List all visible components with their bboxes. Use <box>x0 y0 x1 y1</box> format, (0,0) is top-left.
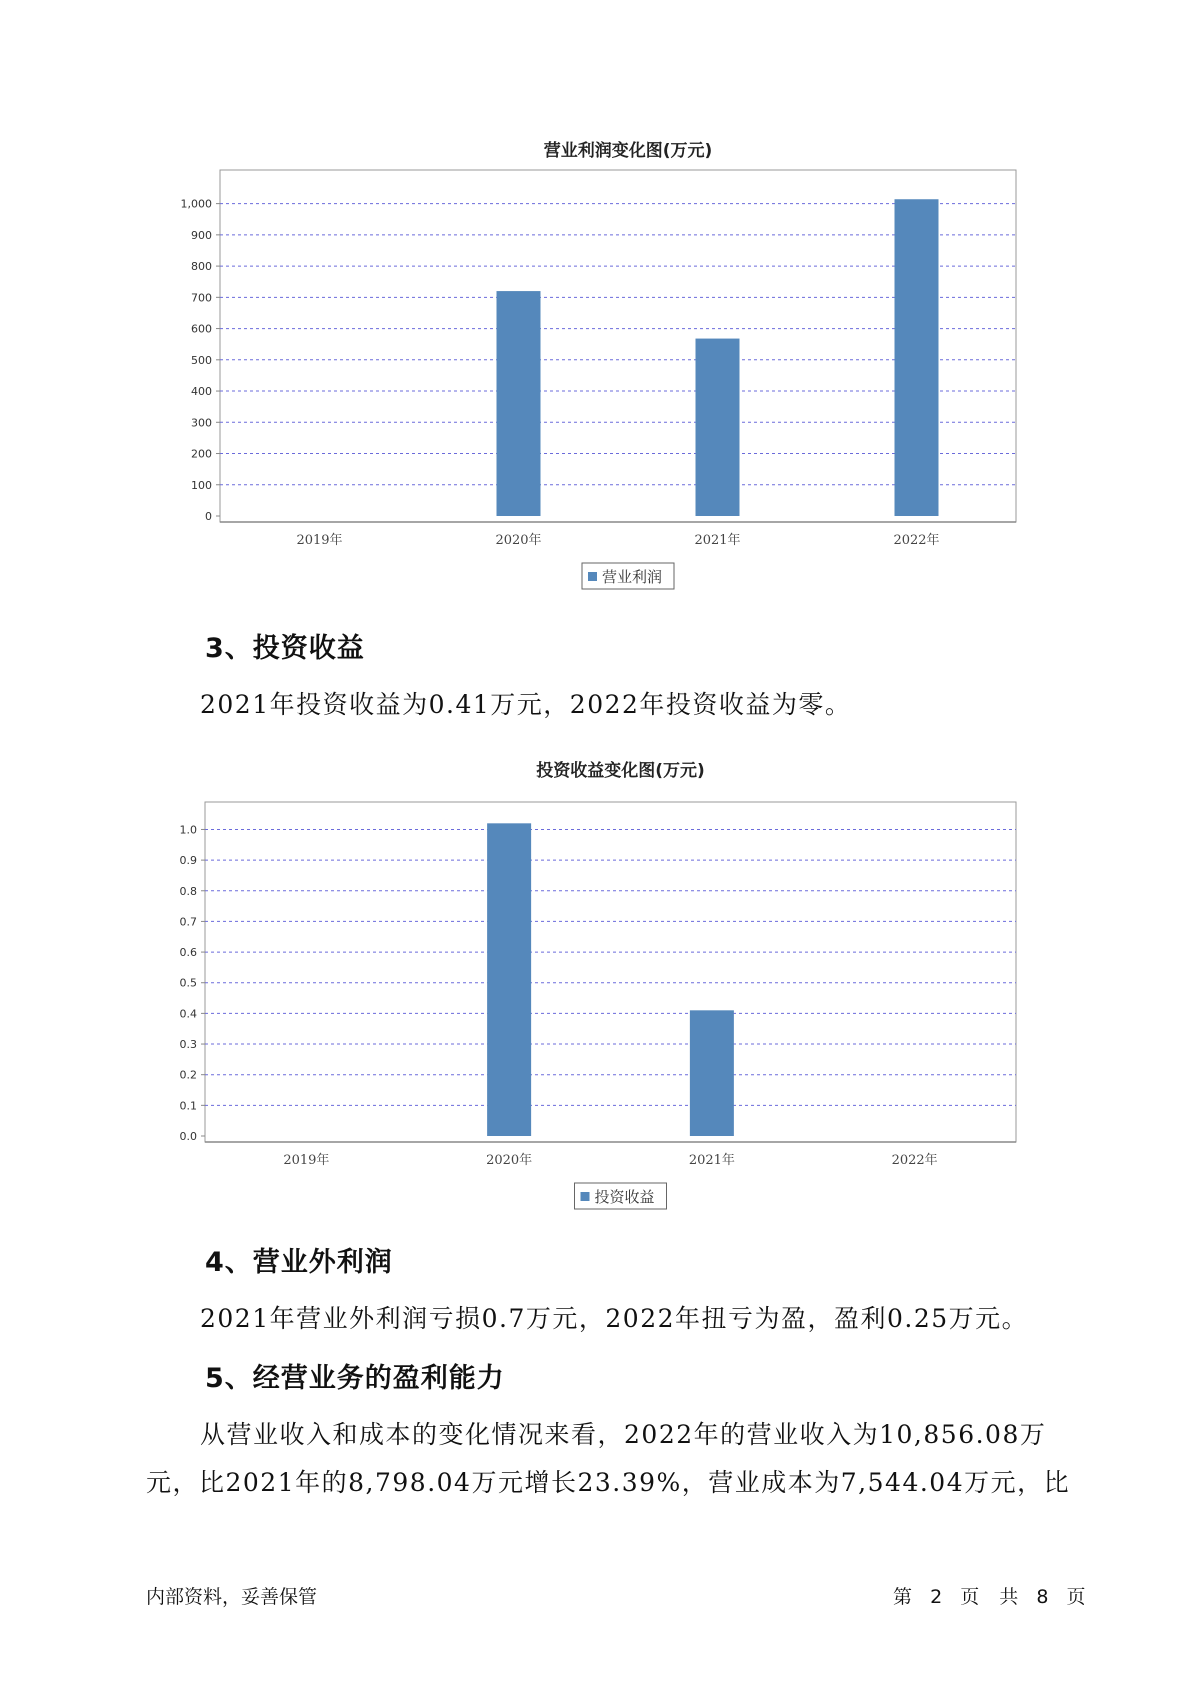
y-tick-label: 0.8 <box>179 884 197 898</box>
y-tick-label: 1,000 <box>180 197 212 211</box>
y-tick-label: 0.3 <box>179 1038 197 1052</box>
bar-2022年 <box>895 199 939 516</box>
y-tick-label: 400 <box>191 385 212 399</box>
section-4-heading: 4、营业外利润 <box>205 1247 393 1278</box>
bar-2020年 <box>497 291 541 516</box>
section-5-heading: 5、经营业务的盈利能力 <box>205 1363 505 1394</box>
section-3-paragraph: 2021年投资收益为0.41万元，2022年投资收益为零。 <box>200 690 852 719</box>
footer-page-number <box>893 1582 1086 1609</box>
y-tick-label: 0.2 <box>179 1068 197 1082</box>
bar-2021年 <box>690 1010 734 1136</box>
x-tick-label: 2020年 <box>486 1153 533 1168</box>
section-5-paragraph-line-1: 从营业收入和成本的变化情况来看，2022年的营业收入为10,856.08万 <box>200 1420 1047 1449</box>
section-5-paragraph-line-2: 元，比2021年的8,798.04万元增长23.39%，营业成本为7,544.04万元，比 <box>146 1468 1071 1497</box>
footer-confidential-note: 内部资料，妥善保管 <box>146 1586 318 1608</box>
page-current: 2 <box>930 1586 943 1608</box>
investment-income-chart <box>0 750 1191 1220</box>
x-tick-label: 2022年 <box>893 533 940 548</box>
y-tick-label: 100 <box>191 478 212 492</box>
page-suffix: 页 <box>1066 1586 1086 1608</box>
page-mid: 页 共 <box>960 1586 1019 1608</box>
operating-profit-chart <box>0 130 1191 600</box>
x-tick-label: 2019年 <box>296 533 343 548</box>
y-tick-label: 1.0 <box>179 823 197 837</box>
y-tick-label: 0.9 <box>179 854 197 868</box>
page-total: 8 <box>1036 1586 1049 1608</box>
x-tick-label: 2020年 <box>495 533 542 548</box>
y-tick-label: 0.7 <box>179 915 197 929</box>
y-tick-label: 700 <box>191 291 212 305</box>
x-tick-label: 2022年 <box>891 1153 938 1168</box>
x-tick-label: 2021年 <box>688 1153 735 1168</box>
y-tick-label: 600 <box>191 322 212 336</box>
y-tick-label: 900 <box>191 228 212 242</box>
y-tick-label: 0.0 <box>179 1130 197 1143</box>
section-4-paragraph: 2021年营业外利润亏损0.7万元，2022年扭亏为盈，盈利0.25万元。 <box>200 1304 1029 1333</box>
page-prefix: 第 <box>893 1586 913 1608</box>
y-tick-label: 0.6 <box>179 946 197 960</box>
y-tick-label: 0.5 <box>179 976 197 990</box>
x-tick-label: 2019年 <box>283 1153 330 1168</box>
y-tick-label: 200 <box>191 447 212 461</box>
legend-label: 营业利润 <box>602 568 663 586</box>
legend-label: 投资收益 <box>594 1188 655 1206</box>
investment-income-chart-svg <box>0 750 1191 1220</box>
legend-swatch <box>581 1192 590 1201</box>
y-tick-label: 0 <box>205 510 212 523</box>
y-tick-label: 300 <box>191 416 212 430</box>
legend-swatch <box>588 572 597 581</box>
chart-title: 投资收益变化图(万元) <box>536 761 705 781</box>
chart-title: 营业利润变化图(万元) <box>543 141 713 161</box>
section-3-heading: 3、投资收益 <box>205 633 365 664</box>
y-tick-label: 0.4 <box>179 1007 197 1021</box>
plot-frame <box>205 802 1016 1142</box>
x-tick-label: 2021年 <box>694 533 741 548</box>
bar-2021年 <box>696 339 740 516</box>
y-tick-label: 0.1 <box>179 1099 197 1113</box>
y-tick-label: 800 <box>191 260 212 274</box>
operating-profit-chart-svg <box>0 130 1191 600</box>
y-tick-label: 500 <box>191 353 212 367</box>
bar-2020年 <box>487 823 531 1136</box>
